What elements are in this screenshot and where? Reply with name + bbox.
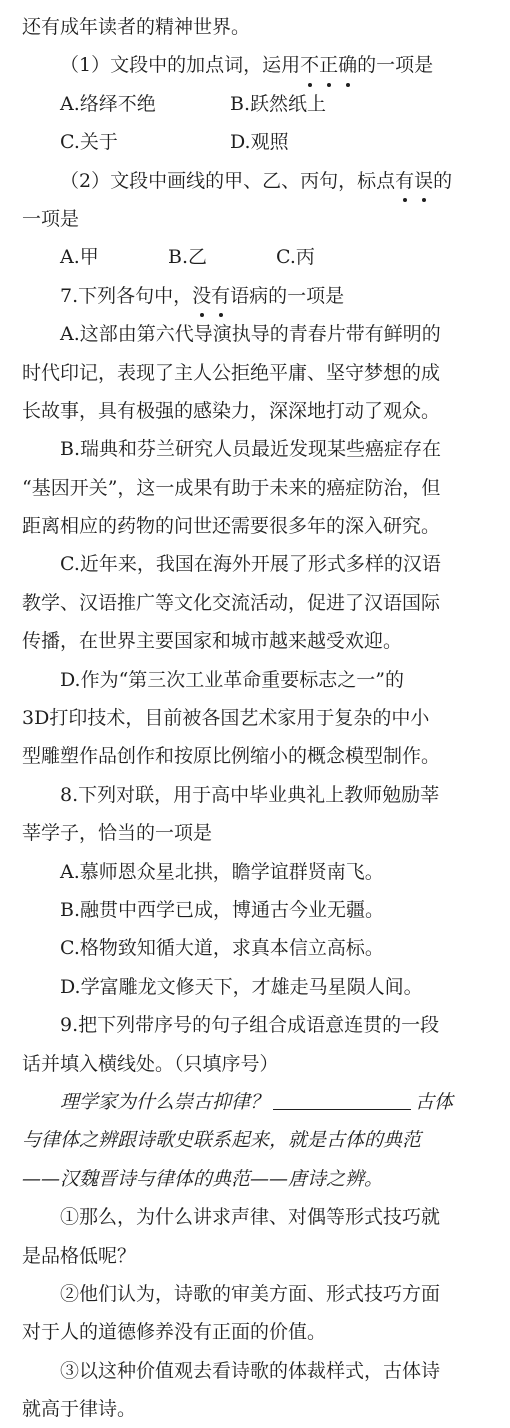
passage-line: ——汉魏晋诗与律体的典范——唐诗之辨。 [22, 1167, 384, 1190]
emphasis-char: 不 [300, 46, 319, 84]
text-line: 是品格低呢？ [22, 1244, 137, 1267]
question-1-options-cd [22, 123, 490, 161]
question-7-stem: 7.下列各句中，没有语病的一项是 [22, 277, 490, 315]
text-line: 莘学子，恰当的一项是 [22, 822, 213, 845]
text-line: 传播，在世界主要国家和城市越来越受欢迎。 [22, 630, 403, 653]
text-line: “基因开关”，这一成果有助于未来的癌症防治，但 [22, 476, 441, 499]
option-c: C.丙 [276, 246, 315, 269]
text-line: D.作为“第三次工业革命重要标志之一”的 [60, 668, 405, 691]
text-line: 对于人的道德修养没有正面的价值。 [22, 1321, 327, 1344]
text-line: 3D打印技术，目前被各国艺术家用于复杂的中小 [22, 707, 430, 730]
question-8-stem: 8.下列对联，用于高中毕业典礼上教师勉励莘 [60, 783, 440, 806]
text-line: 距离相应的药物的问世还需要很多年的深入研究。 [22, 515, 441, 538]
question-9-stem: 9.把下列带序号的句子组合成语意连贯的一段 [60, 1014, 440, 1037]
answer-blank[interactable] [273, 1087, 411, 1110]
sentence-2: ②他们认为，诗歌的审美方面、形式技巧方面 [60, 1282, 441, 1305]
sentence-1: ①那么，为什么讲求声律、对偶等形式技巧就 [60, 1206, 441, 1229]
emphasis-char: 没 [192, 277, 211, 315]
emphasis-char: 误 [414, 162, 433, 200]
option-d: D.学富雕龙文修天下，才雄走马星陨人间。 [60, 975, 423, 998]
question-1-stem: （1）文段中的加点词，运用不正确的一项是 [22, 46, 490, 84]
text-line: 还有成年读者的精神世界。 [22, 16, 251, 38]
option-b: B.融贯中西学已成，博通古今业无疆。 [60, 898, 385, 921]
text-line: 时代印记，表现了主人公拒绝平庸、坚守梦想的成 [22, 361, 441, 384]
sentence-3: ③以这种价值观去看诗歌的体裁样式，古体诗 [60, 1359, 441, 1382]
question-2-stem: （2）文段中画线的甲、乙、丙句，标点有误的 [22, 162, 490, 200]
text-line: A.这部由第六代导演执导的青春片带有鲜明的 [60, 323, 441, 346]
option-c: C.格物致知循大道，求真本信立高标。 [60, 937, 384, 960]
emphasis-char: 有 [211, 277, 230, 315]
option-c: C.关于 [60, 131, 118, 154]
question-2-options [22, 238, 490, 276]
option-d: D.观照 [230, 131, 289, 154]
emphasis-char: 正 [319, 46, 338, 84]
text-line: 型雕塑作品创作和按原比例缩小的概念模型制作。 [22, 745, 441, 768]
text-line: 话并填入横线处。（只填序号） [22, 1052, 279, 1075]
text-line: 一项是 [22, 207, 80, 230]
option-a: A.络绎不绝 [60, 92, 156, 115]
text-line: C.近年来，我国在海外开展了形式多样的汉语 [60, 553, 441, 576]
question-1-options-ab [22, 85, 490, 123]
text-line: 就高于律诗。 [22, 1398, 137, 1421]
passage-line: 理学家为什么崇古抑律？ 古体 [22, 1083, 490, 1121]
text-line: B.瑞典和芬兰研究人员最近发现某些癌症存在 [60, 438, 442, 461]
option-a: A.慕师恩众星北拱，瞻学谊群贤南飞。 [60, 860, 384, 883]
emphasis-char: 确 [338, 46, 357, 84]
option-b: B.跃然纸上 [230, 92, 327, 115]
option-a: A.甲 [60, 246, 99, 269]
emphasis-char: 有 [395, 162, 414, 200]
text-line: 长故事，具有极强的感染力，深深地打动了观众。 [22, 399, 441, 422]
passage-line: 与律体之辨跟诗歌史联系起来，就是古体的典范 [22, 1129, 422, 1152]
text-line: 教学、汉语推广等文化交流活动，促进了汉语国际 [22, 591, 441, 614]
option-b: B.乙 [168, 246, 208, 269]
